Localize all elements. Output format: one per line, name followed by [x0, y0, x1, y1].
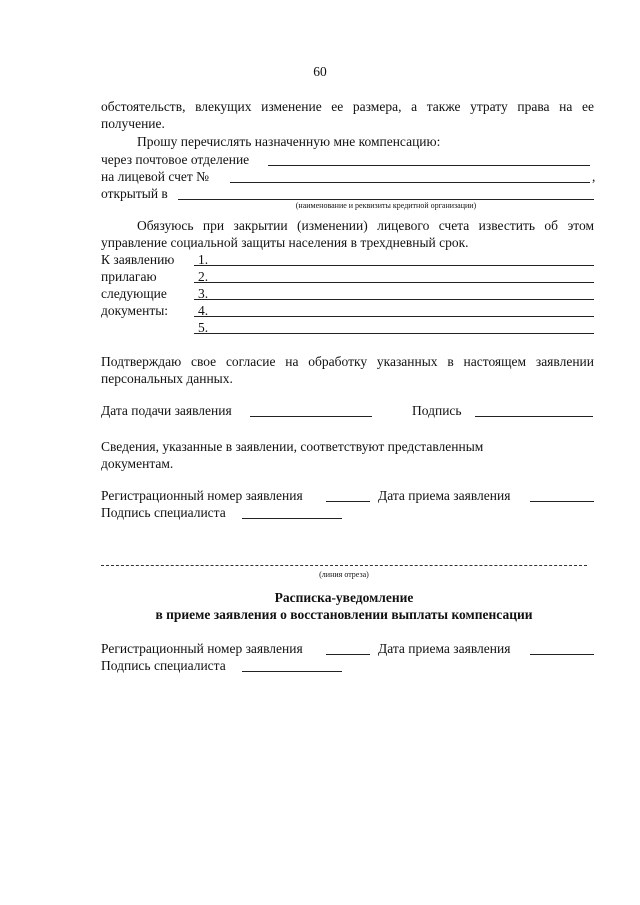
verification-line-1: Сведения, указанные в заявлении, соответствуют представленным: [101, 439, 484, 454]
receipt-title: Расписка-уведомление: [274, 590, 414, 605]
attachment-field-1[interactable]: [194, 265, 594, 266]
receipt-specialist-signature-field[interactable]: [242, 671, 342, 672]
specialist-signature-field[interactable]: [242, 518, 342, 519]
credit-organization-caption: (наименование и реквизиты кредитной организации): [295, 201, 477, 210]
submission-date-label: Дата подачи заявления: [101, 403, 232, 418]
attachments-label-1: К заявлению: [101, 252, 175, 267]
receipt-subtitle: в приеме заявления о восстановлении выплаты компенсации: [155, 607, 533, 622]
obligation-line-1: Обязуюсь при закрытии (изменении) лицевого счета известить об этом: [137, 218, 594, 233]
attachments-label-2: прилагаю: [101, 269, 157, 284]
consent-line-2: персональных данных.: [101, 371, 233, 386]
intro-line-1: обстоятельств, влекущих изменение ее размера, а также утрату права на ее: [101, 99, 594, 114]
credit-organization-field[interactable]: [178, 199, 594, 200]
attachment-field-2[interactable]: [194, 282, 594, 283]
cut-line: [101, 565, 587, 566]
submission-signature-label: Подпись: [412, 403, 462, 418]
consent-line-1: Подтверждаю свое согласие на обработку указанных в настоящем заявлении: [101, 354, 594, 369]
attachment-field-5[interactable]: [194, 333, 594, 334]
attachment-item-number: 2.: [198, 269, 209, 284]
submission-date-field[interactable]: [250, 416, 372, 417]
acceptance-date-field[interactable]: [530, 501, 594, 502]
attachment-item-number: 5.: [198, 320, 209, 335]
obligation-line-2: управление социальной защиты населения в трехдневный срок.: [101, 235, 469, 250]
post-office-label: через почтовое отделение: [101, 152, 250, 167]
cut-line-caption: (линия отреза): [319, 570, 369, 579]
opened-in-label: открытый в: [101, 186, 168, 201]
attachment-item-number: 1.: [198, 252, 209, 267]
payment-request: Прошу перечислять назначенную мне компенсацию:: [137, 134, 441, 149]
receipt-registration-number-field[interactable]: [326, 654, 370, 655]
attachment-field-3[interactable]: [194, 299, 594, 300]
account-comma: ,: [592, 169, 596, 184]
account-label: на лицевой счет №: [101, 169, 210, 184]
page-number: 60: [313, 64, 327, 79]
attachment-field-4[interactable]: [194, 316, 594, 317]
post-office-field[interactable]: [268, 165, 590, 166]
receipt-specialist-signature-label: Подпись специалиста: [101, 658, 226, 673]
attachment-item-number: 4.: [198, 303, 209, 318]
registration-number-field[interactable]: [326, 501, 370, 502]
attachments-label-4: документы:: [101, 303, 169, 318]
receipt-acceptance-date-label: Дата приема заявления: [378, 641, 511, 656]
attachment-item-number: 3.: [198, 286, 209, 301]
specialist-signature-label: Подпись специалиста: [101, 505, 226, 520]
account-number-field[interactable]: [230, 182, 590, 183]
acceptance-date-label: Дата приема заявления: [378, 488, 511, 503]
intro-line-2: получение.: [101, 116, 165, 131]
submission-signature-field[interactable]: [475, 416, 593, 417]
registration-number-label: Регистрационный номер заявления: [101, 488, 303, 503]
receipt-acceptance-date-field[interactable]: [530, 654, 594, 655]
receipt-registration-number-label: Регистрационный номер заявления: [101, 641, 303, 656]
verification-line-2: документам.: [101, 456, 174, 471]
attachments-label-3: следующие: [101, 286, 167, 301]
